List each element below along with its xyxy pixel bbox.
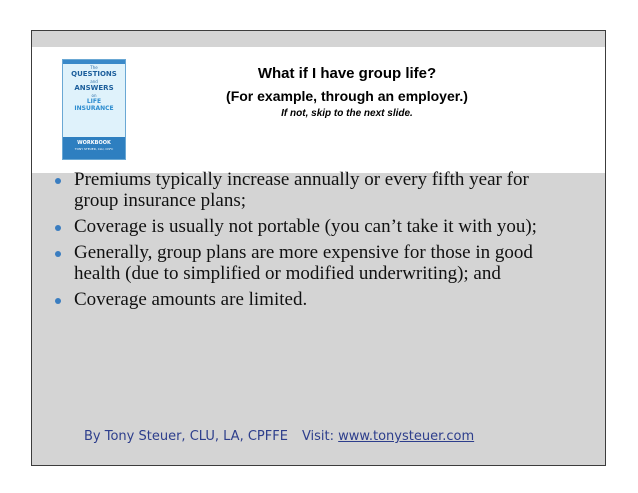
- bullet-icon: [55, 225, 61, 231]
- visit-label: Visit:: [301, 429, 335, 444]
- header-text: [137, 47, 557, 120]
- list-item: Coverage is usually not portable (you can’t take it with you);: [52, 216, 572, 237]
- slide: [31, 30, 606, 466]
- list-item: Coverage amounts are limited.: [52, 289, 572, 310]
- slide-subtitle: (For example, through an employer.): [226, 88, 468, 104]
- bullet-list: [52, 169, 572, 315]
- list-item: Generally, group plans are more expensive for those in good health (due to simplified or modified underwriting); and: [52, 242, 572, 284]
- bullet-icon: [55, 298, 61, 304]
- slide-note: If not, skip to the next slide.: [281, 108, 413, 119]
- header-band: [32, 47, 605, 173]
- footer-byline: By Tony Steuer, CLU, LA, CPFFE: [84, 429, 288, 444]
- bullet-icon: [55, 251, 61, 257]
- slide-title: What if I have group life?: [257, 65, 437, 82]
- list-item: Premiums typically increase annually or every fifth year for group insurance plans;: [52, 169, 572, 211]
- bullet-icon: [55, 178, 61, 184]
- website-link[interactable]: www.tonysteuer.com: [338, 429, 475, 444]
- footer: [84, 429, 474, 444]
- book-cover-image: The QUESTIONS and ANSWERS on LIFE INSURANCE WORKBOOK TONY STEUER, CLU, ChFC: [62, 59, 126, 160]
